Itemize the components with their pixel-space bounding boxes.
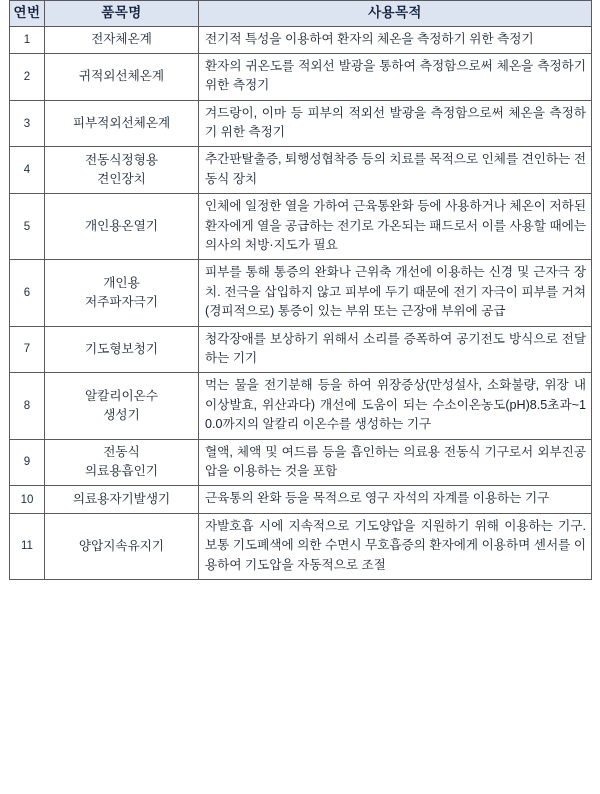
table-row [10, 26, 592, 53]
table-row [10, 486, 592, 513]
row-index-cell: 5 [10, 194, 45, 260]
product-name-cell [45, 486, 199, 513]
product-name-line: 피부적외선체온계 [72, 116, 171, 130]
product-name-line: 알칼리이온수 [85, 388, 158, 403]
row-index-cell: 11 [10, 513, 45, 579]
table-row [10, 53, 592, 100]
purpose-cell: 먹는 물을 전기분해 등을 하여 위장증상(만성설사, 소화불량, 위장 내 이상발효, 위산과다) 개선에 도움이 되는 수소이온농도(pH)8.5초과~10.0까지의 알칼리 이온수를 생성하는 기구 [199, 373, 592, 439]
purpose-cell: 혈액, 체액 및 여드름 등을 흡인하는 의료용 전동식 기구로서 외부진공압을 이용하는 것을 포함 [199, 439, 592, 486]
product-name-line: 개인용온열기 [85, 219, 158, 234]
purpose-cell: 환자의 귀온도를 적외선 발광을 통하여 측정함으로써 체온을 측정하기 위한 측정기 [199, 53, 592, 100]
row-index-cell: 6 [10, 260, 45, 326]
table-row [10, 260, 592, 326]
product-name-cell [45, 373, 199, 439]
purpose-cell: 근육통의 완화 등을 목적으로 영구 자석의 자계를 이용하는 기구 [199, 486, 592, 513]
product-name-cell [45, 326, 199, 373]
purpose-cell: 청각장애를 보상하기 위해서 소리를 증폭하여 공기전도 방식으로 전달하는 기기 [199, 326, 592, 373]
purpose-cell: 추간판탈출증, 퇴행성협착증 등의 치료를 목적으로 인체를 견인하는 전동식 장치 [199, 147, 592, 194]
row-index-cell: 4 [10, 147, 45, 194]
row-index-cell: 9 [10, 439, 45, 486]
product-name-cell [45, 53, 199, 100]
product-name-line: 의료용흡인기 [85, 464, 158, 479]
table-body [10, 26, 592, 579]
table-row [10, 513, 592, 579]
product-name-line: 귀적외선체온계 [78, 69, 165, 84]
row-index-cell: 8 [10, 373, 45, 439]
purpose-cell: 겨드랑이, 이마 등 피부의 적외선 발광을 측정함으로써 체온을 측정하기 위한 측정기 [199, 100, 592, 147]
row-index-cell: 7 [10, 326, 45, 373]
column-header-name: 품목명 [45, 1, 199, 27]
purpose-cell: 인체에 일정한 열을 가하여 근육통완화 등에 사용하거나 체온이 저하된 환자에게 열을 공급하는 전기로 가온되는 패드로서 이를 사용할 때에는 의사의 처방·지도가 필요 [199, 194, 592, 260]
product-name-cell [45, 147, 199, 194]
product-name-line: 전동식정형용 [85, 153, 158, 168]
table-row [10, 100, 592, 147]
purpose-cell: 피부를 통해 통증의 완화나 근위축 개선에 이용하는 신경 및 근자극 장치. 전극을 삽입하지 않고 피부에 두기 때문에 전기 자극이 피부를 거쳐(경피적으로) 통증이 있는 부위 또는 근장애 부위에 공급 [199, 260, 592, 326]
table-row [10, 326, 592, 373]
product-name-line: 생성기 [103, 407, 140, 422]
product-name-line: 의료용자기발생기 [72, 491, 171, 506]
table-header [10, 1, 592, 27]
product-name-cell [45, 513, 199, 579]
product-name-line: 저주파자극기 [85, 295, 158, 309]
product-name-line: 개인용 [103, 275, 140, 290]
table-row [10, 147, 592, 194]
product-purpose-table [9, 0, 592, 580]
table-row [10, 439, 592, 486]
product-name-cell [45, 439, 199, 486]
row-index-cell: 2 [10, 53, 45, 100]
table-row [10, 194, 592, 260]
product-name-cell [45, 260, 199, 326]
product-name-line: 전동식 [103, 445, 140, 460]
column-header-purpose: 사용목적 [199, 1, 592, 27]
purpose-cell: 전기적 특성을 이용하여 환자의 체온을 측정하기 위한 측정기 [199, 26, 592, 53]
product-name-cell [45, 26, 199, 53]
table-row [10, 373, 592, 439]
product-name-line: 전자체온계 [91, 32, 152, 47]
product-name-cell [45, 194, 199, 260]
table-header-row [10, 1, 592, 27]
column-header-no: 연번 [10, 1, 45, 27]
row-index-cell: 3 [10, 100, 45, 147]
row-index-cell: 1 [10, 26, 45, 53]
product-name-cell [45, 100, 199, 147]
purpose-cell: 자발호흡 시에 지속적으로 기도양압을 지원하기 위해 이용하는 기구. 보통 기도폐색에 의한 수면시 무호흡증의 환자에게 이용하며 센서를 이용하여 기도압을 자동적으로 조절 [199, 513, 592, 579]
row-index-cell: 10 [10, 486, 45, 513]
product-name-line: 기도형보청기 [85, 341, 158, 356]
product-name-line: 견인장치 [97, 172, 146, 187]
product-name-line: 양압지속유지기 [78, 538, 165, 553]
